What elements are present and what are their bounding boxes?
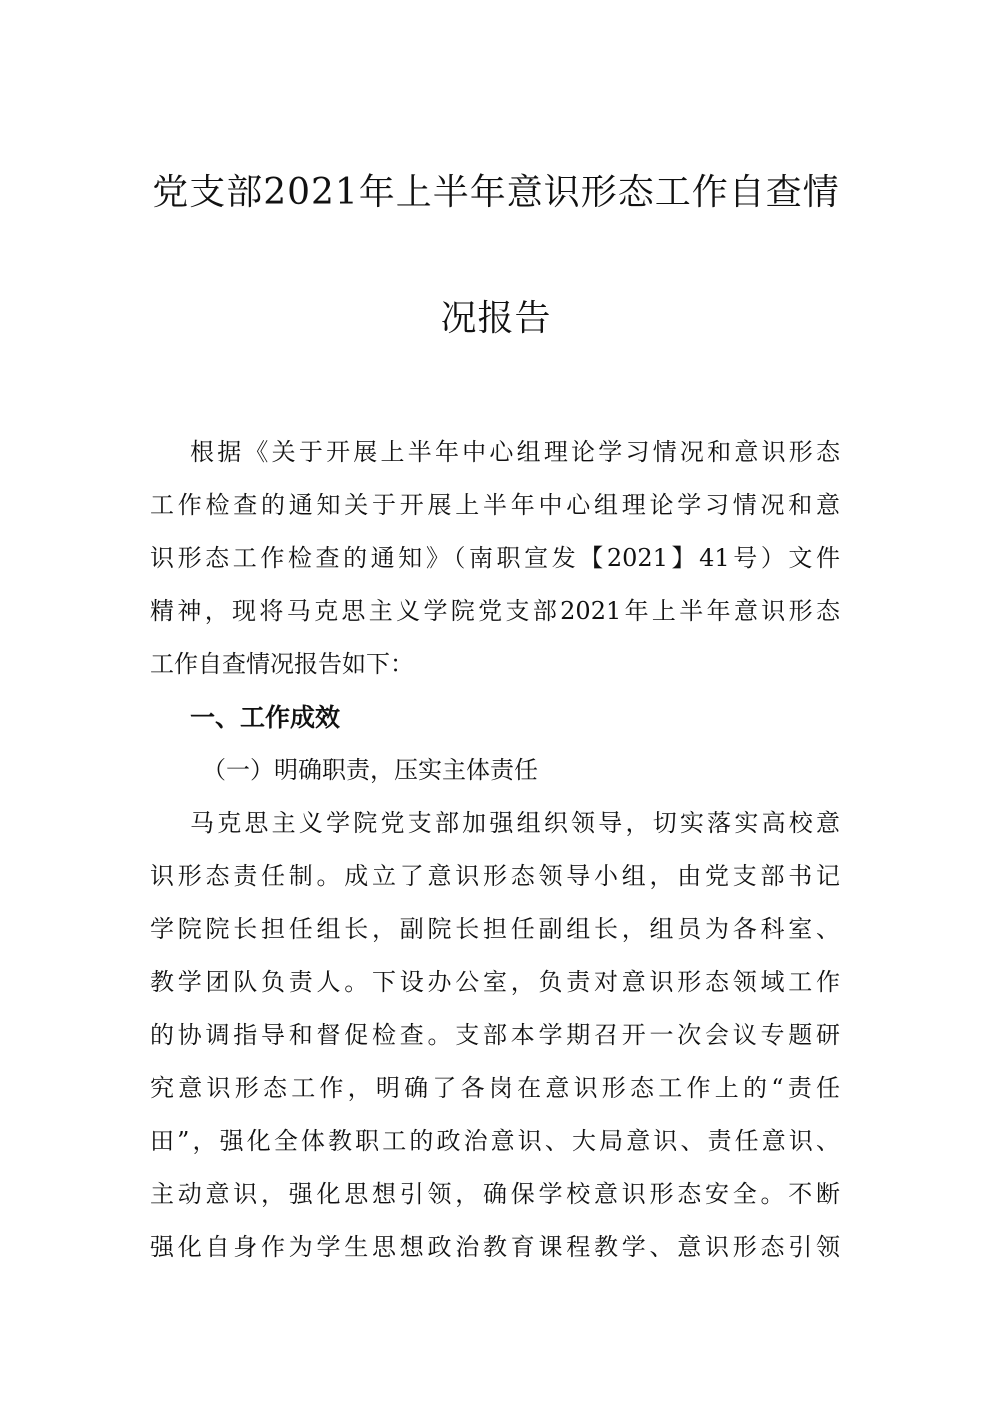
document-title-line-2: 况报告 [440,298,552,339]
section-heading-work-results: 一、工作成效 [190,703,341,732]
document-body [150,426,840,1274]
paragraph-2-line-1: 马克思主义学院党支部加强组织领导，切实落实高校意 [190,809,840,837]
paragraph-2-line-9: 强化自身作为学生思想政治教育课程教学、意识形态引领 [150,1233,840,1261]
subsection-heading-responsibilities: （一）明确职责，压实主体责任 [202,756,538,784]
paragraph-2-line-4: 教学团队负责人。下设办公室，负责对意识形态领域工作 [150,968,840,996]
paragraph-1-line-1: 根据《关于开展上半年中心组理论学习情况和意识形态 [190,438,840,466]
paragraph-1-line-5: 工作自查情况报告如下： [150,650,414,678]
paragraph-2-line-5: 的协调指导和督促检查。支部本学期召开一次会议专题研 [150,1021,840,1049]
document-title-line-1: 党支部2021年上半年意识形态工作自查情 [152,172,840,213]
paragraph-2-line-3: 学院院长担任组长，副院长担任副组长，组员为各科室、 [150,915,840,943]
paragraph-1-line-4: 精神，现将马克思主义学院党支部2021年上半年意识形态 [150,597,840,625]
paragraph-2-line-8: 主动意识，强化思想引领，确保学校意识形态安全。不断 [150,1180,840,1208]
paragraph-1-line-2: 工作检查的通知关于开展上半年中心组理论学习情况和意 [150,491,840,519]
paragraph-2-line-6: 究意识形态工作，明确了各岗在意识形态工作上的“责任 [150,1074,840,1102]
paragraph-2-line-2: 识形态责任制。成立了意识形态领导小组，由党支部书记 [150,862,840,890]
paragraph-2-line-7: 田”，强化全体教职工的政治意识、大局意识、责任意识、 [150,1127,840,1155]
paragraph-1-line-3: 识形态工作检查的通知》（南职宣发【2021】41号）文件 [150,544,840,572]
